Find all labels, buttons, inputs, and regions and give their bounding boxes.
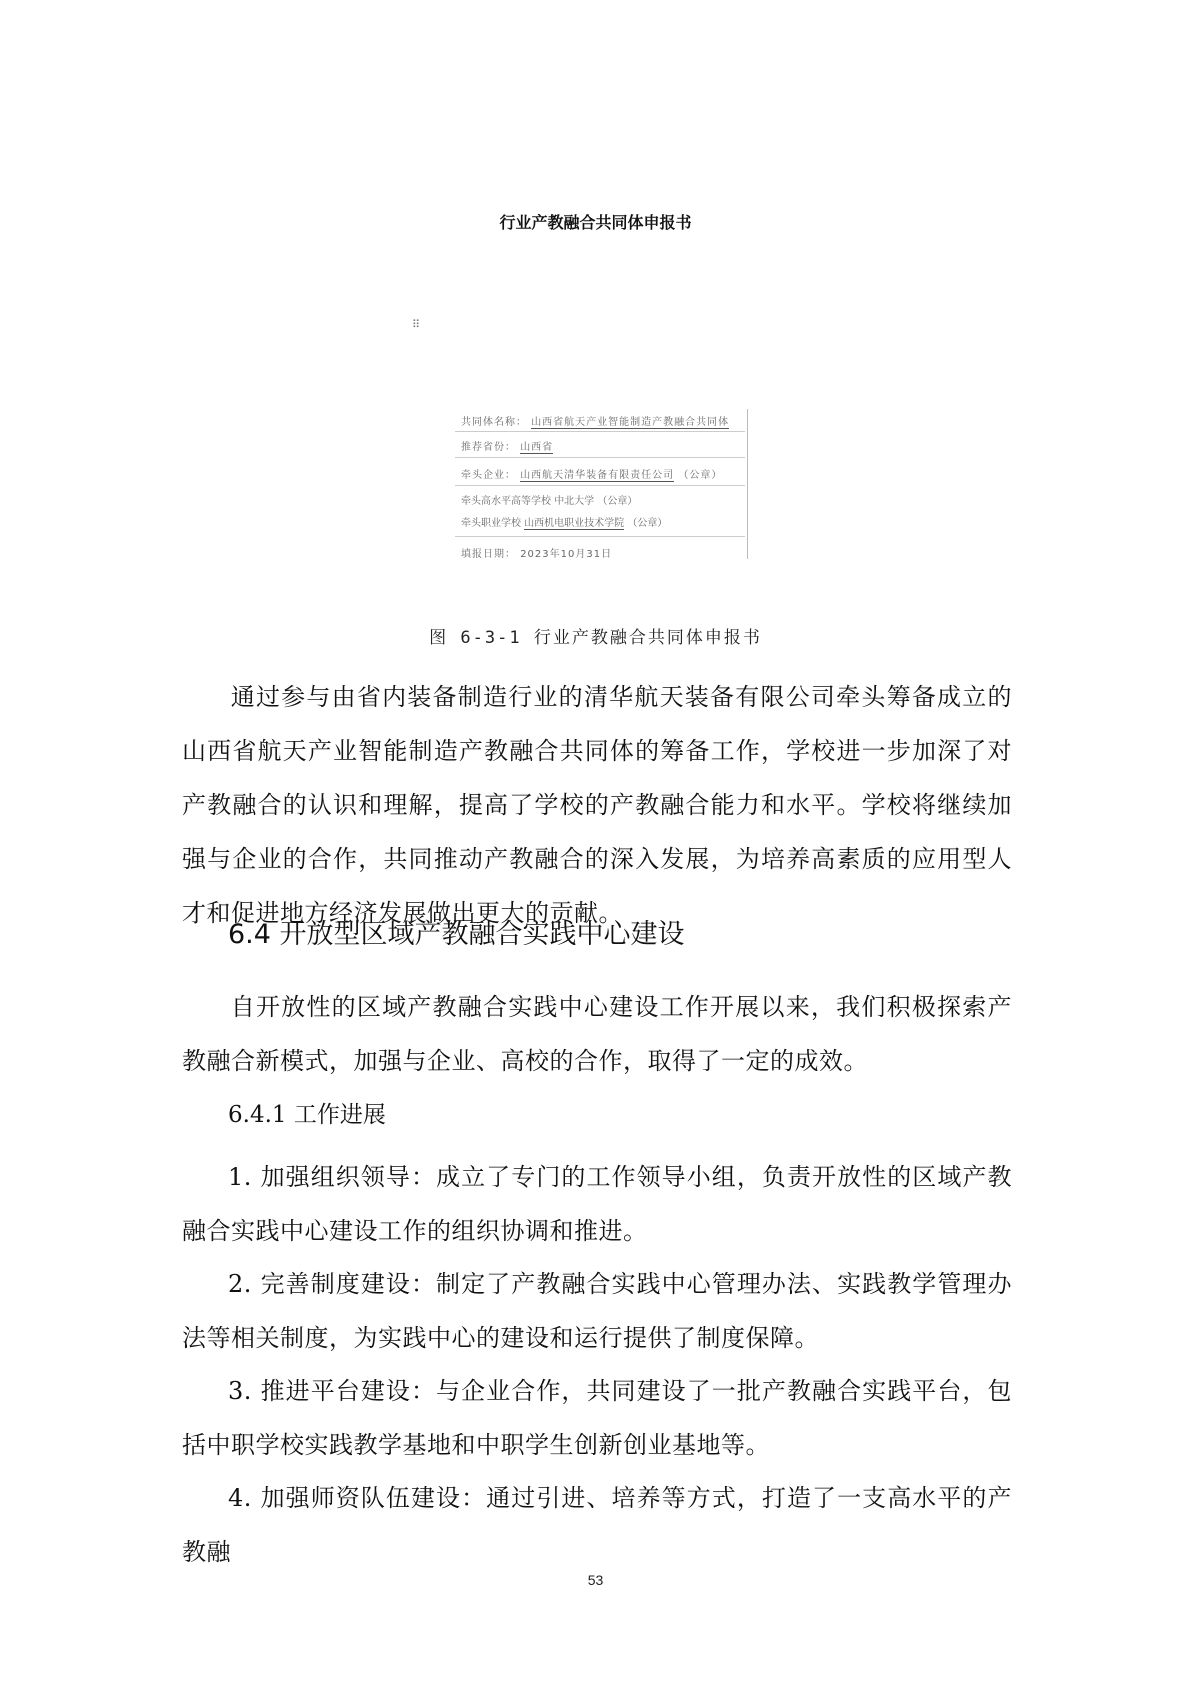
- page-number: 53: [587, 1572, 604, 1588]
- form-row-value: 中北大学: [554, 496, 595, 507]
- paragraph-text: 通过参与由省内装备制造行业的清华航天装备有限公司牵头筹备成立的山西省航天产业智能制造产教融合共同体的筹备工作，学校进一步加深了对产教融合的认识和理解，提高了学校的产教融合能力和水平。学校将继续加强与企业的合作，共同推动产教融合的深入发展，为培养高素质的应用型人才和促进地方经济发展做出更大的贡献。: [182, 683, 1012, 927]
- form-row-suffix: （公章）: [597, 496, 638, 507]
- list-item-text: 4. 加强师资队伍建设：通过引进、培养等方式，打造了一支高水平的产教融: [182, 1484, 1012, 1566]
- list-item: [182, 1364, 1012, 1472]
- form-row-value: 山西省航天产业智能制造产教融合共同体: [531, 417, 730, 428]
- list-item: [182, 1150, 1012, 1258]
- document-title: 行业产教融合共同体申报书: [499, 213, 692, 232]
- form-divider: [455, 536, 745, 537]
- form-row-suffix: （公章）: [678, 470, 723, 481]
- figure-caption: 图 6-3-1 行业产教融合共同体申报书: [429, 628, 762, 648]
- subsection-heading: 6.4.1 工作进展: [228, 1102, 386, 1128]
- form-row-label: 牵头企业: [461, 470, 505, 481]
- form-row-label: 牵头职业学校: [461, 518, 521, 529]
- drag-handle-icon[interactable]: ⠿: [412, 318, 420, 331]
- form-row-value: 山西省: [520, 442, 554, 453]
- form-row-suffix: （公章）: [627, 518, 668, 529]
- list-item: [182, 1257, 1012, 1365]
- form-divider: [455, 457, 745, 458]
- form-row-value: 山西航天清华装备有限责任公司: [520, 470, 675, 481]
- form-divider: [455, 485, 745, 486]
- form-row-label: 填报日期: [461, 549, 505, 560]
- form-row: 牵头企业： 山西航天清华装备有限责任公司 （公章）: [461, 470, 723, 481]
- form-row-value: 山西机电职业技术学院: [524, 518, 625, 529]
- form-row: 推荐省份： 山西省: [461, 442, 554, 453]
- form-divider: [455, 431, 745, 432]
- form-row: [461, 514, 667, 529]
- body-paragraph: [182, 670, 1012, 940]
- body-paragraph: [182, 980, 1012, 1088]
- form-row-label: 共同体名称: [461, 417, 516, 428]
- list-item-text: 3. 推进平台建设：与企业合作，共同建设了一批产教融合实践平台，包括中职学校实践教学基地和中职学生创新创业基地等。: [182, 1377, 1012, 1459]
- form-row-value: 2023年10月31日: [520, 549, 613, 560]
- list-item-text: 2. 完善制度建设：制定了产教融合实践中心管理办法、实践教学管理办法等相关制度，为实践中心的建设和运行提供了制度保障。: [182, 1270, 1012, 1352]
- form-row-label: 牵头高水平高等学校: [461, 496, 551, 507]
- list-item-text: 1. 加强组织领导：成立了专门的工作领导小组，负责开放性的区域产教融合实践中心建设工作的组织协调和推进。: [182, 1163, 1012, 1245]
- application-form-image: [455, 409, 748, 559]
- form-row: [461, 492, 637, 507]
- paragraph-text: 自开放性的区域产教融合实践中心建设工作开展以来，我们积极探索产教融合新模式，加强与企业、高校的合作，取得了一定的成效。: [182, 993, 1012, 1075]
- section-heading: 6.4 开放型区域产教融合实践中心建设: [228, 919, 685, 950]
- form-row: 共同体名称： 山西省航天产业智能制造产教融合共同体: [461, 417, 730, 428]
- form-row: 填报日期： 2023年10月31日: [461, 549, 613, 560]
- list-item: [182, 1471, 1012, 1579]
- form-row-label: 推荐省份: [461, 442, 505, 453]
